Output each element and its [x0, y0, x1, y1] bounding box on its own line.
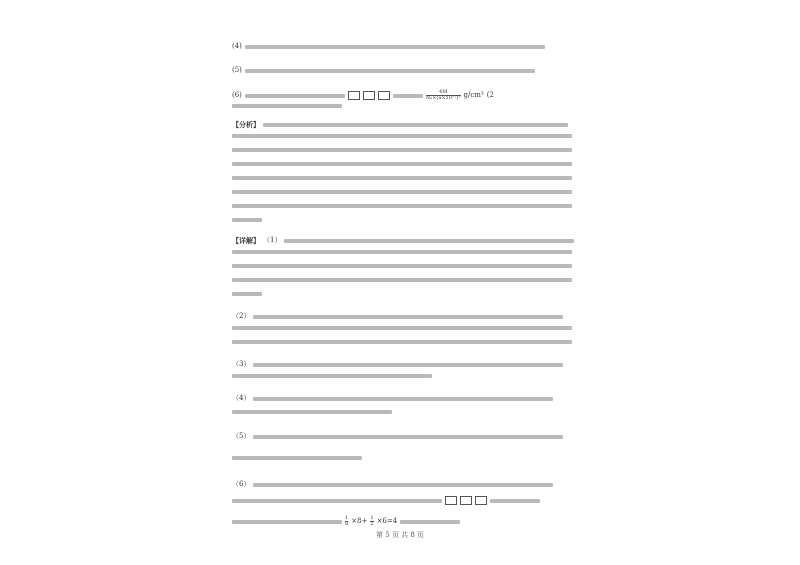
- analysis-line: [232, 134, 572, 138]
- text-placeholder: [253, 397, 553, 401]
- density-formula: $\frac{4M}{\text{Nₐ×(a×10⁻⁷)³}}$: [425, 89, 461, 101]
- text-placeholder: [400, 520, 460, 524]
- text-placeholder: [232, 162, 572, 166]
- line-detail-2: [232, 312, 563, 321]
- text-placeholder: [253, 435, 563, 439]
- calc-ops-2: ×6=4: [376, 517, 398, 525]
- detail-line: [232, 292, 262, 296]
- orbital-box-icon: [460, 496, 472, 505]
- text-placeholder: [232, 218, 262, 222]
- line-detail-6: [232, 480, 553, 489]
- line-detail-6b: [232, 496, 540, 505]
- orbital-box-icon: [348, 91, 360, 100]
- detail-5-marker: （5）: [232, 432, 251, 440]
- text-placeholder: [393, 94, 423, 98]
- detail-3-marker: （3）: [232, 360, 251, 368]
- text-placeholder: [232, 134, 572, 138]
- text-placeholder: [245, 69, 535, 73]
- calc-ops: ×8+: [351, 517, 368, 525]
- text-placeholder: [490, 499, 540, 503]
- analysis-line: [232, 218, 262, 222]
- q5-marker: (5): [232, 66, 242, 74]
- detail-1-marker: （1）: [263, 236, 282, 244]
- text-placeholder: [245, 45, 545, 49]
- text-placeholder: [232, 456, 362, 460]
- detail-line: [232, 374, 432, 378]
- q4-marker: (4): [232, 42, 242, 50]
- orbital-box-icon: [475, 496, 487, 505]
- analysis-line: [232, 148, 572, 152]
- text-placeholder: [232, 176, 572, 180]
- orbital-box-icon: [363, 91, 375, 100]
- line-detail-1: [232, 236, 574, 245]
- detail-line: [232, 326, 572, 330]
- text-placeholder: [232, 374, 432, 378]
- text-placeholder: [253, 315, 563, 319]
- page-footer: 第 5 页 共 8 页: [375, 531, 425, 539]
- analysis-line: [232, 204, 572, 208]
- text-placeholder: [253, 483, 553, 487]
- analysis-line: [232, 162, 572, 166]
- detail-line: [232, 410, 392, 414]
- text-placeholder: [263, 123, 568, 127]
- analysis-header: 【分析】: [232, 120, 260, 129]
- one-half-fraction: $\frac{1}{2}$: [370, 515, 374, 527]
- text-placeholder: [284, 239, 574, 243]
- text-placeholder: [232, 104, 342, 108]
- detail-4-marker: （4）: [232, 394, 251, 402]
- text-placeholder: [232, 264, 572, 268]
- orbital-box-icon: [445, 496, 457, 505]
- detail-line: [232, 250, 572, 254]
- line-analysis-1: [232, 120, 568, 129]
- text-placeholder: [232, 520, 342, 524]
- line-detail-6c: [232, 516, 460, 527]
- one-eighth-fraction: $\frac{1}{8}$: [345, 515, 349, 527]
- line-score-note: [232, 104, 342, 108]
- text-placeholder: [232, 250, 572, 254]
- text-placeholder: [232, 326, 572, 330]
- line-detail-4: [232, 394, 553, 403]
- orbital-box-icon: [378, 91, 390, 100]
- text-placeholder: [232, 190, 572, 194]
- line-detail-5: [232, 432, 563, 441]
- line-q4: [232, 42, 545, 51]
- text-placeholder: [232, 148, 572, 152]
- line-q6: [232, 90, 494, 101]
- density-unit: g/cm³: [463, 91, 484, 99]
- text-placeholder: [245, 94, 345, 98]
- text-placeholder: [232, 204, 572, 208]
- detail-6-marker: （6）: [232, 480, 251, 488]
- analysis-line: [232, 190, 572, 194]
- text-placeholder: [253, 363, 563, 367]
- line-detail-3: [232, 360, 563, 369]
- line-q5: [232, 66, 535, 75]
- detail-header: 【详解】: [232, 236, 260, 245]
- text-placeholder: [232, 292, 262, 296]
- detail-2-marker: （2）: [232, 312, 251, 320]
- detail-line: [232, 264, 572, 268]
- analysis-line: [232, 176, 572, 180]
- detail-line: [232, 456, 362, 460]
- text-placeholder: [232, 278, 572, 282]
- text-placeholder: [232, 340, 572, 344]
- q6-score: (2: [486, 91, 494, 99]
- detail-line: [232, 278, 572, 282]
- text-placeholder: [232, 410, 392, 414]
- detail-line: [232, 340, 572, 344]
- q6-marker: (6): [232, 91, 242, 99]
- text-placeholder: [232, 499, 442, 503]
